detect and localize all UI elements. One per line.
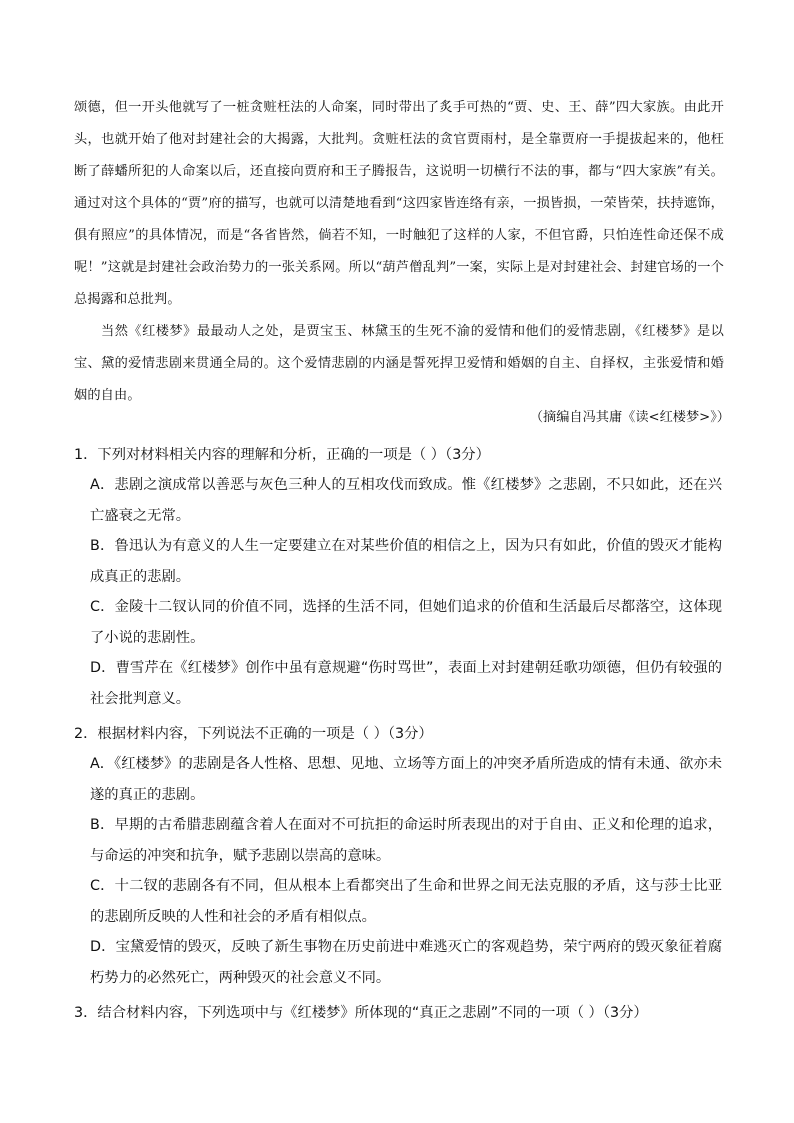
option-a[interactable]: A．《红楼梦》的悲剧是各人性格、思想、见地、立场等方面上的冲突矛盾所造成的情有未通、欲亦未遂的真正的悲剧。 [90,756,722,803]
question-1 [74,440,722,714]
question-3 [74,998,722,1028]
passage-paragraph-2: 当然《红楼梦》最最动人之处，是贾宝玉、林黛玉的生死不渝的爱情和他们的爱情悲剧，《红楼梦》是以宝、黛的爱情悲剧来贯通全局的。这个爱情悲剧的内涵是誓死捍卫爱情和婚姻的自主、自择权，主张爱情和婚姻的自由。 [74,324,724,403]
option-d[interactable]: D．宝黛爱情的毁灭，反映了新生事物在历史前进中难逃灭亡的客观趋势，荣宁两府的毁灭象征着腐朽势力的必然死亡，两种毁灭的社会意义不同。 [90,939,722,986]
question-stem: 2．根据材料内容，下列说法不正确的一项是（ ）（3分） [74,726,433,742]
question-2 [74,719,722,993]
passage-paragraph-1: 颂德，但一开头他就写了一桩贪赃枉法的人命案，同时带出了炙手可热的“贾、史、王、薛”四大家族。由此开头，也就开始了他对封建社会的大揭露，大批判。贪赃枉法的贪官贾雨村，是全靠贾府一手提拔起来的，他枉断了薛蟠所犯的人命案以后，还直接向贾府和王子腾报告，这说明一切横行不法的事，都与“四大家族”有关。通过对这个具体的“贾”府的描写，也就可以清楚地看到“这四家皆连络有亲，一损皆损，一荣皆荣，扶持遮饰，俱有照应”的具体情况，而是“各省皆然，倘若不知，一时触犯了这样的人家，不但官爵，只怕连性命还保不成呢！”这就是封建社会政治势力的一张关系网。所以“葫芦僧乱判”一案，实际上是对封建社会、封建官场的一个总揭露和总批判。 [74,100,724,307]
option-d[interactable]: D．曹雪芹在《红楼梦》创作中虽有意规避“伤时骂世”，表面上对封建朝廷歌功颂德，但仍有较强的社会批判意义。 [90,660,722,707]
option-a[interactable]: A．悲剧之演成常以善恶与灰色三种人的互相攻伐而致成。惟《红楼梦》之悲剧，不只如此，还在兴亡盛衰之无常。 [90,477,722,524]
option-c[interactable]: C．十二钗的悲剧各有不同，但从根本上看都突出了生命和世界之间无法克服的矛盾，这与莎士比亚的悲剧所反映的人性和社会的矛盾有相似点。 [90,878,722,925]
reading-passage [74,92,724,412]
option-c[interactable]: C．金陵十二钗认同的价值不同，选择的生活不同，但她们追求的价值和生活最后尽都落空，这体现了小说的悲剧性。 [90,599,722,646]
option-b[interactable]: B．鲁迅认为有意义的人生一定要建立在对某些价值的相信之上，因为只有如此，价值的毁灭才能构成真正的悲剧。 [90,538,722,585]
question-stem: 3．结合材料内容，下列选项中与《红楼梦》所体现的“真正之悲剧”不同的一项（ ）（3分） [74,1005,648,1021]
option-b[interactable]: B．早期的古希腊悲剧蕴含着人在面对不可抗拒的命运时所表现出的对于自由、正义和伦理的追求，与命运的冲突和抗争，赋予悲剧以崇高的意味。 [90,817,722,864]
passage-source: （摘编自冯其庸《读<红楼梦>》） [529,410,730,425]
question-stem: 1．下列对材料相关内容的理解和分析，正确的一项是（ ）（3分） [74,447,490,463]
